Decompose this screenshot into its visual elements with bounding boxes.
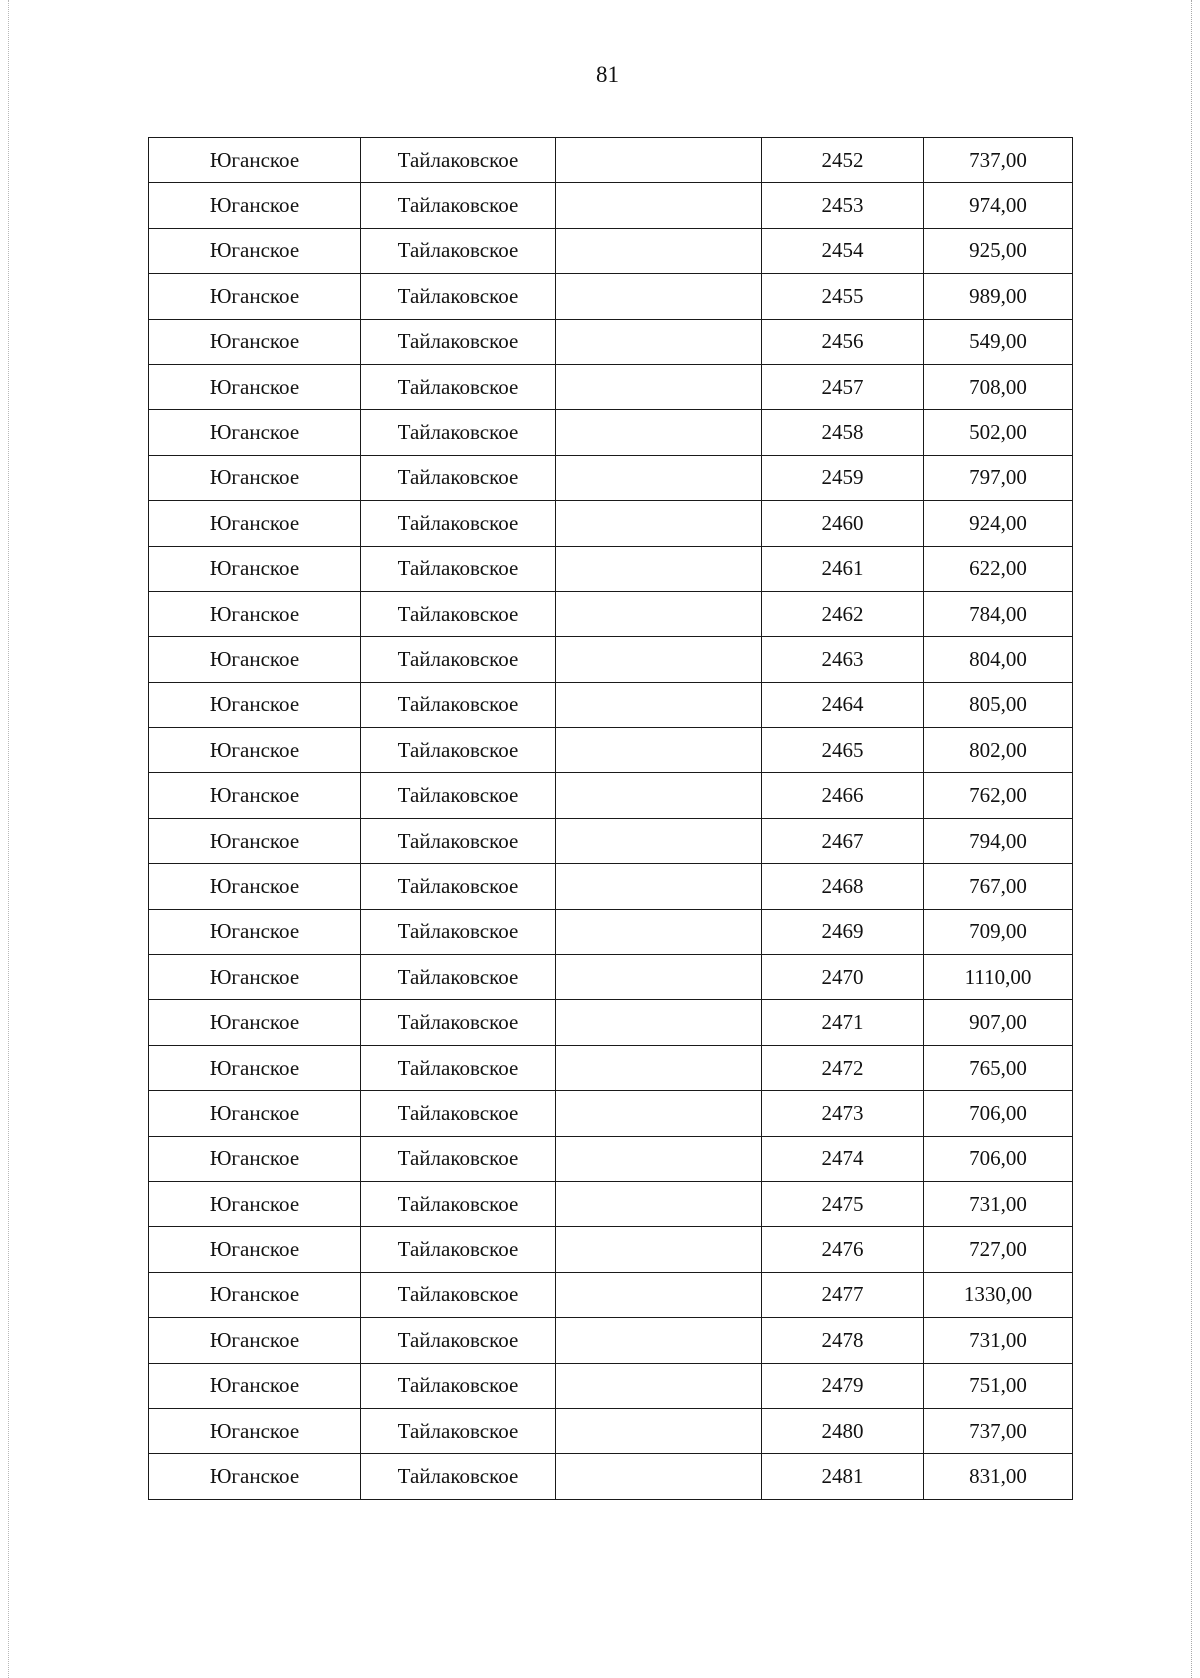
cell-area: Тайлаковское xyxy=(361,682,556,727)
table-row xyxy=(149,1408,1073,1453)
cell-note xyxy=(556,591,762,636)
cell-id: 2460 xyxy=(762,501,924,546)
cell-note xyxy=(556,138,762,183)
cell-field: Юганское xyxy=(149,955,361,1000)
cell-area: Тайлаковское xyxy=(361,864,556,909)
cell-value: 1330,00 xyxy=(924,1272,1073,1317)
table-row xyxy=(149,1318,1073,1363)
table-row xyxy=(149,1091,1073,1136)
cell-id: 2475 xyxy=(762,1181,924,1226)
cell-id: 2458 xyxy=(762,410,924,455)
cell-id: 2470 xyxy=(762,955,924,1000)
table-row xyxy=(149,637,1073,682)
cell-area: Тайлаковское xyxy=(361,546,556,591)
cell-field: Юганское xyxy=(149,410,361,455)
cell-field: Юганское xyxy=(149,1045,361,1090)
cell-area: Тайлаковское xyxy=(361,501,556,546)
cell-value: 502,00 xyxy=(924,410,1073,455)
cell-area: Тайлаковское xyxy=(361,228,556,273)
data-table xyxy=(148,137,1073,1500)
cell-id: 2464 xyxy=(762,682,924,727)
cell-field: Юганское xyxy=(149,183,361,228)
cell-value: 737,00 xyxy=(924,138,1073,183)
cell-id: 2457 xyxy=(762,364,924,409)
cell-note xyxy=(556,728,762,773)
cell-area: Тайлаковское xyxy=(361,1363,556,1408)
cell-value: 805,00 xyxy=(924,682,1073,727)
table-row xyxy=(149,546,1073,591)
table-row xyxy=(149,864,1073,909)
cell-id: 2456 xyxy=(762,319,924,364)
cell-id: 2469 xyxy=(762,909,924,954)
cell-value: 767,00 xyxy=(924,864,1073,909)
cell-field: Юганское xyxy=(149,1318,361,1363)
cell-id: 2477 xyxy=(762,1272,924,1317)
table-row xyxy=(149,274,1073,319)
cell-field: Юганское xyxy=(149,228,361,273)
cell-note xyxy=(556,1045,762,1090)
cell-id: 2471 xyxy=(762,1000,924,1045)
cell-value: 549,00 xyxy=(924,319,1073,364)
cell-area: Тайлаковское xyxy=(361,1000,556,1045)
cell-value: 797,00 xyxy=(924,455,1073,500)
cell-id: 2454 xyxy=(762,228,924,273)
scan-edge-right xyxy=(1188,0,1192,1678)
cell-note xyxy=(556,1000,762,1045)
cell-area: Тайлаковское xyxy=(361,319,556,364)
table-row xyxy=(149,319,1073,364)
cell-field: Юганское xyxy=(149,773,361,818)
cell-id: 2466 xyxy=(762,773,924,818)
cell-field: Юганское xyxy=(149,591,361,636)
cell-note xyxy=(556,637,762,682)
table-row xyxy=(149,1454,1073,1499)
cell-field: Юганское xyxy=(149,909,361,954)
cell-field: Юганское xyxy=(149,455,361,500)
table-body xyxy=(149,138,1073,1500)
cell-field: Юганское xyxy=(149,864,361,909)
cell-field: Юганское xyxy=(149,1408,361,1453)
cell-note xyxy=(556,1091,762,1136)
cell-note xyxy=(556,228,762,273)
cell-area: Тайлаковское xyxy=(361,637,556,682)
cell-note xyxy=(556,364,762,409)
table-row xyxy=(149,1000,1073,1045)
cell-id: 2462 xyxy=(762,591,924,636)
cell-field: Юганское xyxy=(149,138,361,183)
cell-note xyxy=(556,909,762,954)
cell-area: Тайлаковское xyxy=(361,410,556,455)
cell-field: Юганское xyxy=(149,637,361,682)
cell-id: 2459 xyxy=(762,455,924,500)
cell-field: Юганское xyxy=(149,546,361,591)
cell-field: Юганское xyxy=(149,1000,361,1045)
table-row xyxy=(149,1363,1073,1408)
table-row xyxy=(149,455,1073,500)
cell-field: Юганское xyxy=(149,1136,361,1181)
cell-note xyxy=(556,546,762,591)
cell-field: Юганское xyxy=(149,319,361,364)
table-row xyxy=(149,1272,1073,1317)
cell-note xyxy=(556,864,762,909)
cell-area: Тайлаковское xyxy=(361,773,556,818)
cell-note xyxy=(556,1363,762,1408)
cell-note xyxy=(556,955,762,1000)
cell-field: Юганское xyxy=(149,1091,361,1136)
table-row xyxy=(149,909,1073,954)
table-row xyxy=(149,728,1073,773)
cell-area: Тайлаковское xyxy=(361,1181,556,1226)
table-row xyxy=(149,138,1073,183)
cell-note xyxy=(556,1181,762,1226)
cell-value: 706,00 xyxy=(924,1136,1073,1181)
cell-note xyxy=(556,773,762,818)
page-number: 81 xyxy=(596,62,619,87)
table-row xyxy=(149,955,1073,1000)
cell-field: Юганское xyxy=(149,682,361,727)
cell-note xyxy=(556,183,762,228)
cell-value: 708,00 xyxy=(924,364,1073,409)
cell-note xyxy=(556,501,762,546)
cell-value: 925,00 xyxy=(924,228,1073,273)
cell-field: Юганское xyxy=(149,1227,361,1272)
cell-value: 765,00 xyxy=(924,1045,1073,1090)
cell-area: Тайлаковское xyxy=(361,591,556,636)
table-row xyxy=(149,364,1073,409)
table-row xyxy=(149,1227,1073,1272)
cell-note xyxy=(556,1227,762,1272)
cell-value: 802,00 xyxy=(924,728,1073,773)
cell-value: 804,00 xyxy=(924,637,1073,682)
cell-note xyxy=(556,1454,762,1499)
cell-id: 2481 xyxy=(762,1454,924,1499)
cell-value: 622,00 xyxy=(924,546,1073,591)
cell-area: Тайлаковское xyxy=(361,183,556,228)
table-row xyxy=(149,1045,1073,1090)
table-row xyxy=(149,682,1073,727)
cell-note xyxy=(556,818,762,863)
cell-note xyxy=(556,410,762,455)
cell-area: Тайлаковское xyxy=(361,1272,556,1317)
cell-area: Тайлаковское xyxy=(361,818,556,863)
cell-value: 924,00 xyxy=(924,501,1073,546)
table-row xyxy=(149,501,1073,546)
cell-field: Юганское xyxy=(149,818,361,863)
cell-value: 784,00 xyxy=(924,591,1073,636)
table-row xyxy=(149,1181,1073,1226)
cell-id: 2479 xyxy=(762,1363,924,1408)
cell-value: 737,00 xyxy=(924,1408,1073,1453)
cell-area: Тайлаковское xyxy=(361,1227,556,1272)
table-row xyxy=(149,773,1073,818)
table-row xyxy=(149,591,1073,636)
cell-note xyxy=(556,1408,762,1453)
cell-field: Юганское xyxy=(149,1454,361,1499)
cell-field: Юганское xyxy=(149,274,361,319)
cell-value: 731,00 xyxy=(924,1181,1073,1226)
cell-id: 2472 xyxy=(762,1045,924,1090)
cell-value: 751,00 xyxy=(924,1363,1073,1408)
cell-field: Юганское xyxy=(149,728,361,773)
cell-note xyxy=(556,274,762,319)
table-row xyxy=(149,183,1073,228)
table-row xyxy=(149,1136,1073,1181)
cell-area: Тайлаковское xyxy=(361,1454,556,1499)
cell-note xyxy=(556,319,762,364)
cell-area: Тайлаковское xyxy=(361,1136,556,1181)
cell-value: 706,00 xyxy=(924,1091,1073,1136)
cell-value: 727,00 xyxy=(924,1227,1073,1272)
cell-value: 709,00 xyxy=(924,909,1073,954)
table-row xyxy=(149,410,1073,455)
cell-note xyxy=(556,1136,762,1181)
cell-area: Тайлаковское xyxy=(361,455,556,500)
cell-id: 2455 xyxy=(762,274,924,319)
cell-id: 2473 xyxy=(762,1091,924,1136)
cell-value: 907,00 xyxy=(924,1000,1073,1045)
cell-value: 1110,00 xyxy=(924,955,1073,1000)
cell-note xyxy=(556,1272,762,1317)
cell-id: 2476 xyxy=(762,1227,924,1272)
cell-area: Тайлаковское xyxy=(361,1408,556,1453)
cell-value: 794,00 xyxy=(924,818,1073,863)
table-row xyxy=(149,228,1073,273)
cell-id: 2468 xyxy=(762,864,924,909)
cell-value: 762,00 xyxy=(924,773,1073,818)
cell-area: Тайлаковское xyxy=(361,274,556,319)
cell-note xyxy=(556,682,762,727)
cell-id: 2480 xyxy=(762,1408,924,1453)
cell-value: 974,00 xyxy=(924,183,1073,228)
cell-area: Тайлаковское xyxy=(361,138,556,183)
cell-id: 2452 xyxy=(762,138,924,183)
cell-area: Тайлаковское xyxy=(361,909,556,954)
cell-field: Юганское xyxy=(149,364,361,409)
cell-area: Тайлаковское xyxy=(361,1318,556,1363)
cell-note xyxy=(556,455,762,500)
cell-area: Тайлаковское xyxy=(361,364,556,409)
cell-area: Тайлаковское xyxy=(361,1045,556,1090)
scan-edge-left xyxy=(8,0,12,1678)
cell-id: 2463 xyxy=(762,637,924,682)
cell-note xyxy=(556,1318,762,1363)
cell-id: 2478 xyxy=(762,1318,924,1363)
cell-value: 831,00 xyxy=(924,1454,1073,1499)
cell-value: 989,00 xyxy=(924,274,1073,319)
cell-area: Тайлаковское xyxy=(361,955,556,1000)
cell-id: 2453 xyxy=(762,183,924,228)
cell-field: Юганское xyxy=(149,1363,361,1408)
cell-area: Тайлаковское xyxy=(361,728,556,773)
cell-field: Юганское xyxy=(149,1272,361,1317)
cell-id: 2461 xyxy=(762,546,924,591)
cell-id: 2465 xyxy=(762,728,924,773)
cell-id: 2467 xyxy=(762,818,924,863)
cell-field: Юганское xyxy=(149,1181,361,1226)
table-row xyxy=(149,818,1073,863)
cell-area: Тайлаковское xyxy=(361,1091,556,1136)
cell-field: Юганское xyxy=(149,501,361,546)
cell-value: 731,00 xyxy=(924,1318,1073,1363)
cell-id: 2474 xyxy=(762,1136,924,1181)
